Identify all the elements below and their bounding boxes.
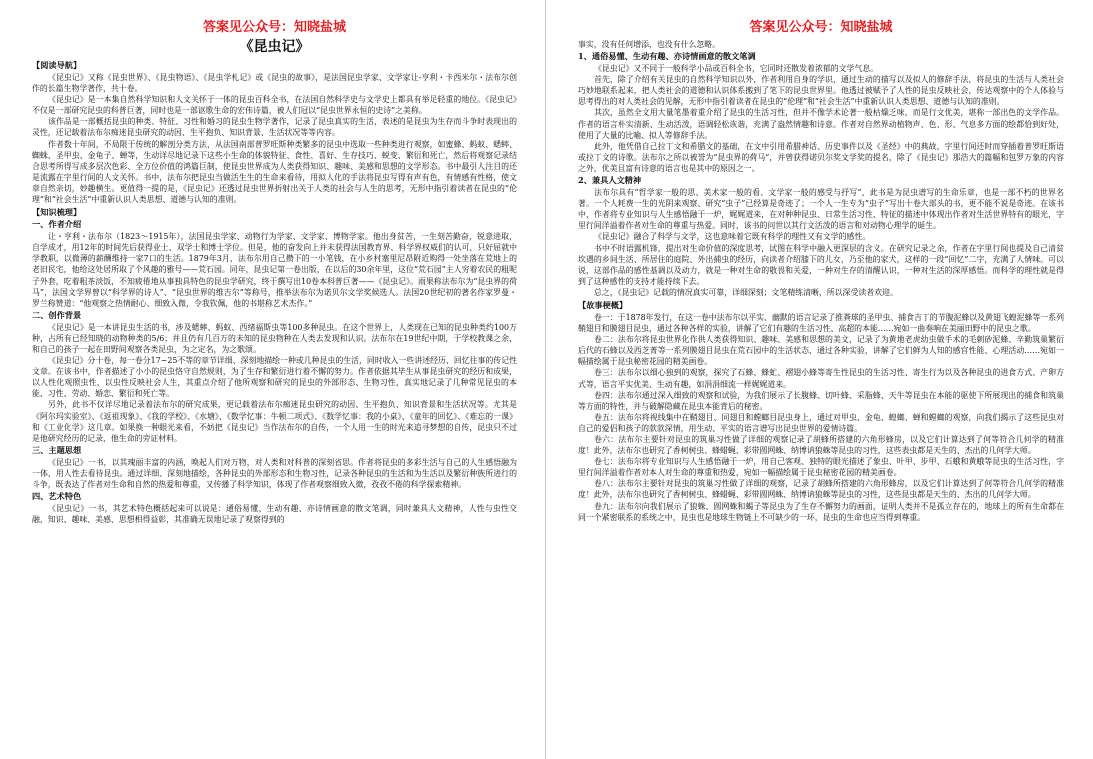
volume-summary: 卷八：法布尔主要针对昆虫的筑巢习性做了详细的观察，记录了胡蜂所搭建的六角形蜂房，以及它们计算达到了何等符合几何学的精准度！此外，法布尔也研究了香柯树虫、蜂蜡蝇、彩带圆网蛛、纳博讷狼蛛等昆虫的习性，这些昆虫都是天生的、杰出的几何学大师。 (578, 479, 1064, 500)
paragraph: 另外，此书不仅详尽地记录着法布尔的研究成果，更记载着法布尔痴迷昆虫研究的动因、生平抱负、知识背景和生活状况等。尤其是《阿尔玛实验室》、《返祖现象》、《我的学校》、《水塘》、《数学忆事：牛顿二项式》、《数学忆事：我的小桌》、《童年的回忆》、《难忘的一课》和《工业化学》这几章。如果换一种眼光来看，不妨把《昆虫记》当作法布尔的自传，一个人用一生的时光来追寻梦想的自传，昆虫只不过是他研究经历的记录，他生命的旁证材料。 (32, 400, 517, 443)
left-page (0, 0, 546, 759)
watermark-header: 答案见公众号：知晓盐城 (749, 20, 893, 35)
paragraph: 《昆虫记》一书，以其瑰丽丰富的内涵，唤起人们对万物，对人类和对科普的深刻省思。作者将昆虫的多彩生活与自己的人生感悟融为一体，用人性去看待昆虫。通过详细、深刻地描绘，各种昆虫的外部形态和生物习性，记录各种昆虫的生活和为生活以及繁衍种族所进行的斗争，既表达了作者对生命和自然的热爱和尊重，又传播了科学知识，体现了作者观察细致入微，孜孜不倦的科学探索精神。 (32, 457, 517, 489)
volume-summary: 卷九：法布尔向我们展示了狼蛛、圆网蛛和蝎子等昆虫为了生存不懈努力的画面，证明人类并不是孤立存在的，地球上的所有生命都在同一个紧密联系的系统之中，昆虫也是地球生物链上不可缺少的一环，昆虫的生命也应当得到尊重。 (578, 501, 1064, 522)
paragraph: 书中不时语露机锋，提出对生命价值的深度思考，试图在科学中融入更深层的含义。在研究记录之余，作者在字里行间也提及自己清贫坎遇的乡间生活、所居住的庭院、外出捕虫的经历，向读者介绍膝下的儿女，乃至他的家犬，这样的一段“回忆”二字，充满了人情味。可以说，这部作品的感性基调以及动力，就是一种对生命的敬畏和关爱，一种对生存的清醒认识，一种对生活的深厚感悟。而科学的理性就是得到了这种感性的支持才能持续下去。 (578, 243, 1064, 286)
volume-summary: 卷五：法布尔将视线集中在鞘翅目、同翅目和螳螂目昆虫身上，通过对甲虫、金龟、蝗螂、蝉和螳螂的观察，向我们揭示了这些昆虫对自己的爱侣和孩子的款款深情，用生动、平实的语言谱写出昆虫世界的爱情诗篇。 (578, 412, 1064, 433)
heading-style: 1、通俗易懂、生动有趣、亦诗情画意的散文笔调 (578, 51, 756, 62)
heading-author: 一、作者介绍 (32, 219, 82, 230)
paragraph: 《昆虫记》又不同于一般科学小品或百科全书，它同时还散发着浓郁的文学气息。 (594, 64, 879, 74)
volume-summary: 卷四：法布尔通过深入细致的观察和试验，为我们展示了长腹蜂、切叶蜂、采脂蜂、天牛等昆虫在本能的驱使下所展现出的捕食和筑巢等方面的特性，并与破解隐藏在昆虫本能背后的秘密。 (578, 390, 1064, 411)
paragraph: 《昆虫记》又称《昆虫世界》、《昆虫物语》、《昆虫学札记》或《昆虫的故事》，是法国昆虫学家、文学家让-亨利・卡西米尔・法布尔创作的长篇生物学著作，共十卷。 (32, 73, 517, 94)
paragraph: 法布尔具有“哲学家一般的思、美术家一般的看、文学家一般的感受与抒写”，此书是为昆虫谱写的生命乐章，也是一部不朽的世界名著。一个人耗费一生的光阴来观察、研究“虫子”已经算是奇迹了；一个人一生专为“虫子”写出十卷大部头的书，更不能不说是奇迹。在该书中，作者将专业知识与人生感悟融于一炉，娓娓道来，在对种种昆虫、日常生活习性、特征的描述中体现出作者对生活世界特有的眼光，字里行间洋溢着作者对生命的尊重与热爱。同时，该书的问世以其行文活泼的语言和对动物心理学的诞生。 (578, 188, 1064, 231)
watermark-header: 答案见公众号：知晓盐城 (202, 20, 346, 35)
paragraph: 此外，他凭借自己拉丁文和希腊文的基础，在文中引用希腊神话、历史事件以及《圣经》中的典故，字里行间还时而穿插着普罗旺斯语或拉丁文的诗歌。法布尔之所以被誉为“昆虫界的荷马”，并曾获得诺贝尔奖文学奖的提名，除了《昆虫记》那浩大的篇幅和包罗万象的内容之外，优美且富有诗意的语言也是其中的原因之一。 (578, 141, 1064, 173)
section-story-summary: 【故事梗概】 (578, 299, 628, 310)
right-page (546, 0, 1092, 759)
paragraph: 总之，《昆虫记》记载的情况真实可靠，详细深刻；文笔精练清晰，所以深受读者欢迎。 (594, 287, 898, 297)
paragraph: 事实，没有任何增添，也没有什么忽略。 (578, 40, 721, 49)
paragraph: 《昆虫记》分十卷，每一卷分17~25不等的章节详细、深刻地描绘一种或几种昆虫的生活，同时收入一些讲述经历、回忆往事的传记性文章。在该书中，作者描述了小小的昆虫恪守自然规则，为了生存和繁衍进行着不懈的努力。作者依据其毕生从事昆虫研究的经历和成果，以人性化观照虫性，以虫性反映社会人生，其重点介绍了他所观察和研究的昆虫的外部形态、生物习性，真实地记录了几种常见昆虫的本能、习性、劳动、婚恋、繁衍和死亡等。 (32, 356, 517, 399)
heading-humanism: 2、兼具人文精神 (578, 175, 642, 186)
volume-summary: 卷二：法布尔将昆虫世界化作供人类获得知识、趣味、美感和思想的美文，记录了为黄地老虎幼虫做手术的毛刺砂泥蜂、辛勤筑巢繁衍后代的石蜂以及西芝菁等一系列膜翅目昆虫在荒石园中的生活状态，通过各种实验，讲解了它们鲜为人知的感官性能、心理活动……宛如一幅描绘属于昆虫秘密花园的精美画卷。 (578, 335, 1064, 367)
heading-background: 二、创作背景 (32, 309, 82, 320)
paragraph: 《昆虫记》融合了科学与文学，这也意味着它既有科学的理性又有文学的感性。 (594, 232, 871, 242)
heading-art: 四、艺术特色 (32, 491, 82, 502)
paragraph: 其次，虽然全文用大量笔墨着重介绍了昆虫的生活习性，但并不像学术论著一般枯燥乏味，而是行文优美，堪称一部出色的文学作品。作者的语言朴实清新、生动活泼，语调轻松诙谐，充满了盎然情趣和诗意。作者对自然界动植物声、色、形、气息多方面的绘都恰到好处，使用了大量的比喻、拟人等修辞手法。 (578, 108, 1064, 140)
volume-summary: 卷一：于1878年发行，在这一卷中法布尔以平实、幽默的语言记录了推粪球的圣甲虫、捕食吉丁的节腹泥蜂以及黄翅飞蝗泥蜂等一系列鞘翅目和膜翅目昆虫，通过各种各样的实验，讲解了它们有趣的生活习性、高超的本能……宛如一曲奏响在美丽田野中的昆虫之歌。 (578, 312, 1064, 334)
volume-summary: 卷三：法布尔以细心独到的观察，探究了石蜂、蜂虻、褶翅小蜂等寄生性昆虫的生活习性、寄生行为以及各种昆虫的进食方式、产卵方式等，语言平实优美、生动有趣，如涓涓细流一样娓娓道来。 (578, 368, 1064, 389)
paragraph: 作者数十年间，不局限于传统的解剖分类方法，从法国南部普罗旺斯种类繁多的昆虫中选取一些种类进行观察，如蜜蜂、蚂蚁、蟋蟀、蜘蛛、圣甲虫、金龟子、蝉等，生动详尽地记录下这些小生命的体貌特征、食性、喜好、生存技巧、蜕变、繁衍和死亡，然后将观察记录结合思考所得写成多层次色彩、全方位价值的鸿篇巨制，使昆虫世界成为人类获得知识、趣味、美感和思想的文学形态。书中最引人注目的还是流露在字里行间的人文关怀。书中，法布尔把昆虫当做活生生的生命来看待，用拟人化的手法将昆虫写得有声有色，有情感有性格，使文章自然亲切，妙趣横生。更值得一提的是，《昆虫记》还透过昆虫世界折射出关于人类的社会与人生的思考，无形中指引着读者在昆虫的“伦理”和“社会生活”中重新认识人类思想、道德与认知的准则。 (32, 139, 517, 205)
section-reading-guide: 【阅读导航】 (32, 60, 82, 70)
paragraph: 《昆虫记》是一本讲昆虫生活的书，涉及蟋蟀、蚂蚁、西绪福斯虫等100多种昆虫。在这个世界上，人类现在已知的昆虫种类约100万种，占所有已经知晓的动物种类的5/6；并且仍有几百万的未知的昆虫物种在人类去发现和认识。法布尔在19世纪中期，于学校教课之余，和自己的孩子一起在田野间观察各类昆虫，为之定名，为之歌颂。 (32, 322, 517, 354)
paragraph: 首先，除了介绍有关昆虫的自然科学知识以外，作者利用自身的学识，通过生动的描写以及拟人的修辞手法，将昆虫的生活与人类社会巧妙地联系起来，把人类社会的道德和认识体系搬到了笔下的昆虫世界里。他透过被赋予了人性的昆虫反映社会，传达观察中的个人体验与思考得出的对人类社会的见解，无形中指引着读者在昆虫的“伦理”和“社会生活”中重新认识人类思想、道德与认知的准则。 (578, 75, 1064, 107)
paragraph: 《昆虫记》是一本集自然科学知识和人文关怀于一体的昆虫百科全书，在法国自然科学史与文学史上都具有举足轻重的地位。《昆虫记》不仅是一部研究昆虫的科普巨著，同时也是一部讴歌生命的宏伟诗篇，被人们冠以“昆虫世界永恒的史诗”之美称。 (32, 95, 517, 116)
paragraph: 《昆虫记》一书，其艺术特色概括起来可以说是：通俗易懂、生动有趣、亦诗情画意的散文笔调，同时兼具人文精神，人性与虫性交融，知识、趣味、美感、思想相得益彰，其准确无误地记录了观察得到的 (32, 504, 517, 525)
paragraph: 该作品是一部概括昆虫的种类、特征、习性和婚习的昆虫生物学著作，记录了昆虫真实的生活，表述的是昆虫为生存而斗争时表现出的灵性，还记载着法布尔痴迷昆虫研究的动因、生平抱负、知识背景、生活状况等等内容。 (32, 117, 517, 138)
volume-summary: 卷六：法布尔主要针对昆虫的筑巢习性做了详细的观察记录了胡蜂所搭建的六角形蜂房，以及它们计算达到了何等符合几何学的精准度！此外，法布尔也研究了香柯树虫、蜂蜡蝇、彩带圆网蛛、纳博讷狼蛛等昆虫的习性，这些表虫都是天生的、杰出的几何学大师。 (578, 435, 1064, 456)
paragraph: 让・亨利・法布尔（1823～1915年），法国昆虫学家、动物行为学家、文学家、博物学家。他出身贫苦，一生刻苦勤奋，锐意进取，自学成才，用12年的时间先后获得业士、双学士和博士学位。但是，他的奋发向上并未获得法国教育界、科学界权威们的认可，只好屈就中学教职，以微薄的薪酬维持一家7口的生活。1879年3月，法布尔用自己攒下的一小笔钱，在小乡村塞里尼昂附近购得一处坐落在荒地上的老旧民宅，他给这处居所取了个风趣的雅号——荒石园。同年，昆虫记第一卷出版，在以后的30余年里，这位“荒石园”主人穷着农民的粗呢子外套，吃着粗茶淡饭，不知疲倦地从事独具特色的昆虫学研究，终于撰写出10卷本科普巨著——《昆虫记》。雨果称法布尔为“昆虫界的荷马”，法国文学界曾以“科学界的诗人”、“昆虫世界的维吉尔”等称号，推举法布尔为诺贝尔文学奖候选人。法国20世纪初的著名作家罗曼・罗兰称赞道：“他观察之热情耐心、细致入微，令我钦佩，他的书堪称艺术杰作。” (32, 232, 517, 308)
document-title: 《昆虫记》 (239, 39, 310, 55)
section-knowledge: 【知识梳理】 (32, 207, 82, 218)
heading-theme: 三、主题思想 (32, 444, 82, 455)
volume-summary: 卷七：法布尔将专业知识与人生感悟融于一炉，用自己客观、独特的眼光描述了象虫、叶甲、步甲、石蛾和黄蛾等昆虫的生活习性，字里行间洋溢着作者对本人对生命的尊重和热爱，宛如一幅描绘属于昆虫秘密花园的精美画卷。 (578, 457, 1064, 478)
